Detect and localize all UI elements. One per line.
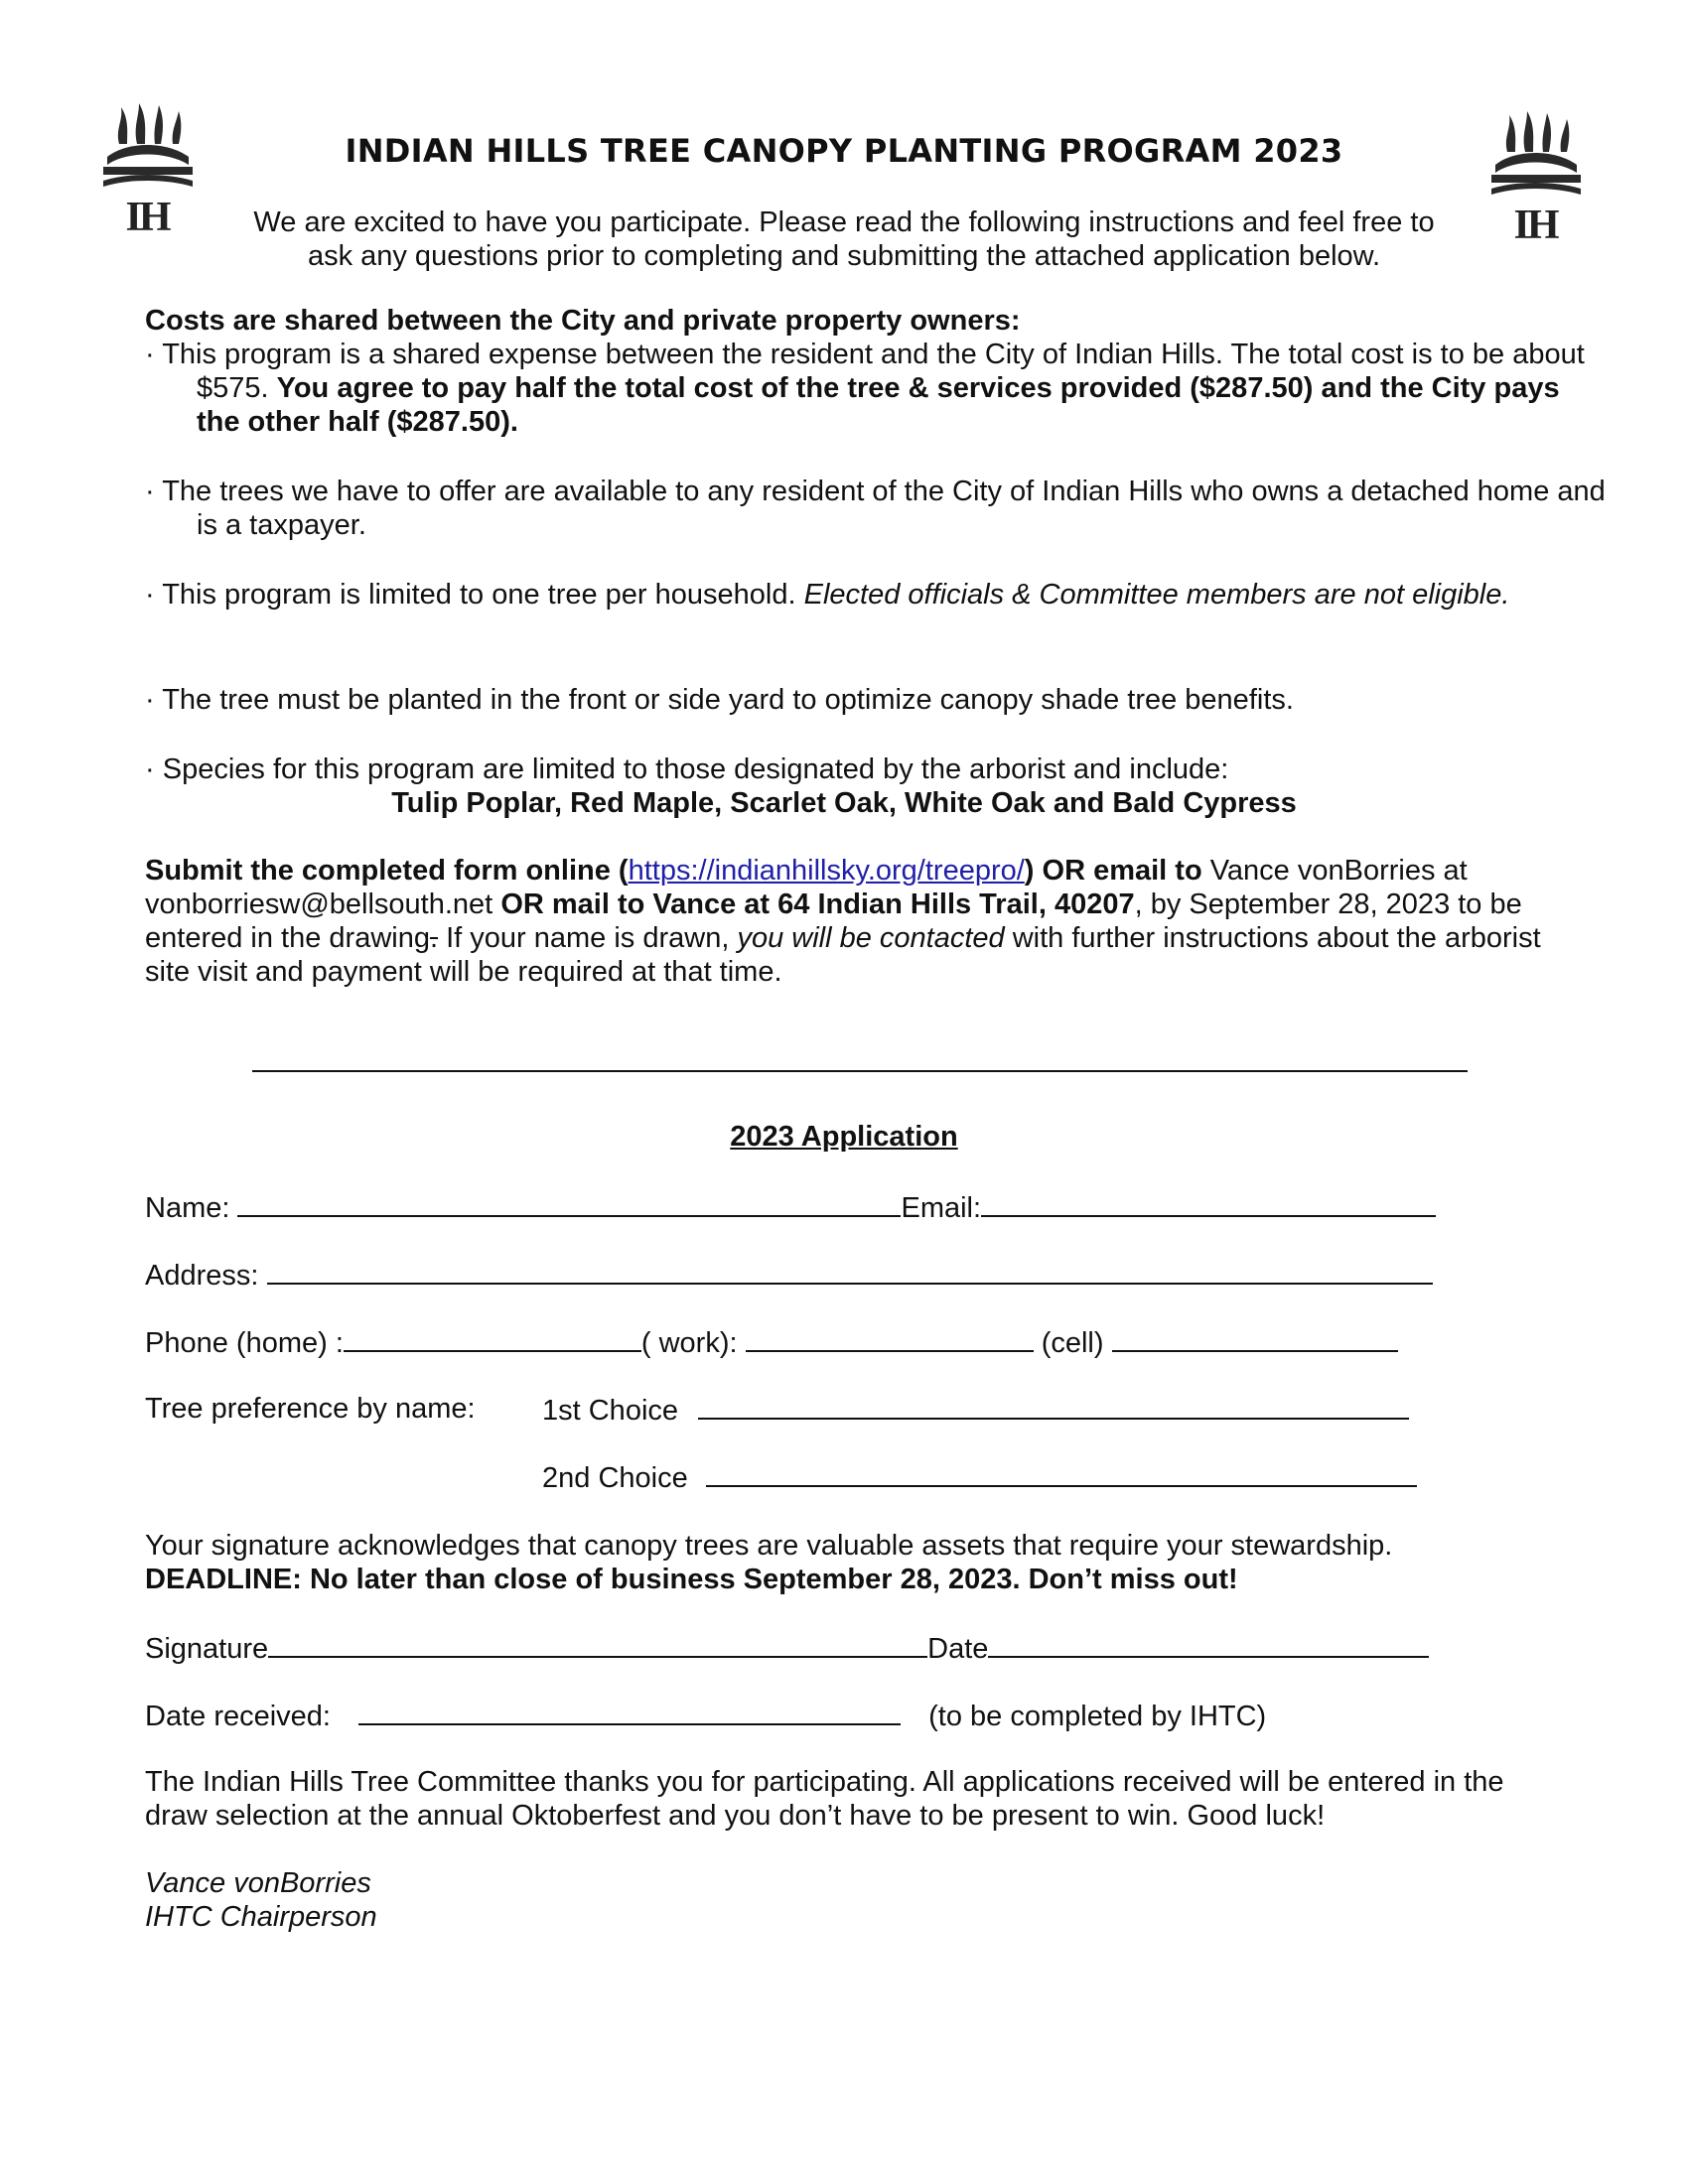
name-email-row [145, 1189, 1436, 1225]
acknowledgement-text: Your signature acknowledges that canopy trees are valuable assets that require your stewardship. [145, 1530, 1393, 1562]
signature-label: Signature [145, 1633, 269, 1665]
date-received-row [145, 1698, 1266, 1733]
intro-text [199, 205, 1489, 273]
deadline-text: DEADLINE: No later than close of business September 28, 2023. Don’t miss out! [145, 1564, 1238, 1595]
signer-title: IHTC Chairperson [145, 1901, 377, 1933]
cost-item-4 [145, 683, 1607, 717]
submit-text-4: OR mail to Vance at 64 Indian Hills Trail, 40207 [500, 888, 1135, 920]
submit-text-3: Vance vonBorries at vonborriesw@bellsouth.net [145, 855, 1468, 920]
cost-item-3-italic: Elected officials & Committee members are not eligible. [803, 579, 1510, 611]
date-field[interactable] [988, 1630, 1429, 1658]
date-received-field[interactable] [358, 1698, 901, 1725]
treepro-link[interactable]: https://indianhillsky.org/treepro/ [628, 855, 1025, 887]
choice-2-row [542, 1459, 1417, 1495]
phone-work-field[interactable] [746, 1324, 1034, 1352]
phone-work-label: ( work): [640, 1327, 738, 1359]
logo-text: IH [1513, 203, 1557, 248]
name-field[interactable] [237, 1189, 901, 1217]
cost-item-5 [145, 752, 1607, 786]
intro-line-2: ask any questions prior to completing and submitting the attached application below. [307, 240, 1381, 272]
signer-name: Vance vonBorries [145, 1867, 371, 1899]
phone-home-label: Phone (home) : [145, 1327, 344, 1359]
page-title: INDIAN HILLS TREE CANOPY PLANTING PROGRAM 2023 [345, 132, 1343, 170]
bullet: · [145, 684, 155, 716]
costs-heading: Costs are shared between the City and private property owners: [145, 305, 1021, 337]
intro-line-1: We are excited to have you participate. Please read the following instructions and feel free to [253, 206, 1435, 238]
choice-1-row [542, 1392, 1409, 1428]
submit-text-1: Submit the completed form online ( [145, 855, 629, 887]
phone-cell-field[interactable] [1112, 1324, 1398, 1352]
section-divider [252, 1070, 1468, 1072]
struck-period: . [429, 922, 439, 954]
application-title: 2023 Application [730, 1121, 958, 1153]
choice-1-label: 1st Choice [542, 1395, 679, 1427]
submit-paragraph [145, 854, 1555, 989]
address-row [145, 1257, 1433, 1293]
date-label: Date [927, 1633, 989, 1665]
phone-cell-label: (cell) [1041, 1327, 1104, 1359]
bullet: · [145, 753, 155, 785]
cost-item-1-bold: You agree to pay half the total cost of the tree & services provided ($287.50) and the City pays the other half ($287.50). [197, 372, 1560, 438]
cost-item-2-text: The trees we have to offer are available to any resident of the City of Indian Hills who owns a detached home and is a taxpayer. [162, 476, 1606, 541]
submit-text-2: ) OR email to [1024, 855, 1202, 887]
bullet: · [145, 476, 155, 507]
logo-text: IH [125, 195, 169, 240]
signature-field[interactable] [268, 1630, 927, 1658]
cost-item-1 [145, 338, 1607, 439]
signature-row [145, 1630, 1429, 1666]
date-received-label: Date received: [145, 1701, 331, 1732]
logo-left [97, 99, 197, 238]
choice-2-label: 2nd Choice [542, 1462, 688, 1494]
cost-item-3-text: This program is limited to one tree per household. [162, 579, 796, 611]
email-label: Email: [901, 1192, 982, 1224]
email-field[interactable] [981, 1189, 1436, 1217]
species-list: Tulip Poplar, Red Maple, Scarlet Oak, White Oak and Bald Cypress [391, 787, 1297, 819]
bullet: · [145, 339, 155, 370]
cost-item-2 [145, 475, 1607, 542]
phone-home-field[interactable] [344, 1324, 641, 1352]
cost-item-1-text: This program is a shared expense between the resident and the City of Indian Hills. The total cost is to be about $575. [162, 339, 1585, 404]
name-label: Name: [145, 1192, 230, 1224]
address-field[interactable] [267, 1257, 1433, 1285]
ihtc-note: (to be completed by IHTC) [928, 1701, 1267, 1732]
submit-text-5: , by September 28, 2023 to be entered in the drawing [145, 888, 1522, 954]
choice-1-field[interactable] [698, 1392, 1409, 1420]
cost-item-4-text: The tree must be planted in the front or side yard to optimize canopy shade tree benefits. [162, 684, 1294, 716]
logo-right [1485, 107, 1585, 246]
submit-text-7: you will be contacted [737, 922, 1005, 954]
choice-2-field[interactable] [706, 1459, 1417, 1487]
submit-text-8: with further instructions about the arborist site visit and payment will be required at that time. [145, 922, 1541, 988]
tree-pref-row [145, 1392, 476, 1426]
phone-row [145, 1324, 1398, 1360]
closing-thanks: The Indian Hills Tree Committee thanks you for participating. All applications received will be entered in the draw selection at the annual Oktoberfest and you don’t have to be present to win. Good luck! [145, 1766, 1504, 1832]
submit-text-6: If your name is drawn, [438, 922, 730, 954]
cost-item-5-text: Species for this program are limited to those designated by the arborist and include: [162, 753, 1229, 785]
address-label: Address: [145, 1260, 259, 1292]
cost-item-3 [145, 578, 1607, 612]
tree-pref-label: Tree preference by name: [145, 1393, 476, 1425]
bullet: · [145, 579, 155, 611]
